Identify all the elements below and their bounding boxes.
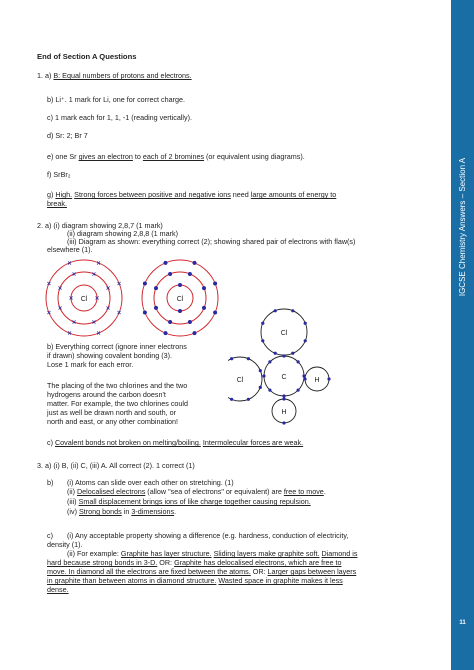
ion2-label: Cl — [176, 296, 184, 303]
q2-b-7: just as well be drawn north and south, or — [47, 408, 177, 417]
q2-b-3: Lose 1 mark for each error. — [47, 360, 134, 369]
electron-dot — [143, 282, 147, 286]
electron-cross: × — [94, 295, 100, 303]
q2-a-i: 2. a) (i) diagram showing 2,8,7 (1 mark) — [37, 221, 163, 230]
electron-dot — [143, 311, 147, 315]
q2-b-4: The placing of the two chlorines and the two — [47, 381, 188, 390]
q2-a-ii: (ii) diagram showing 2,8,8 (1 mark) — [67, 229, 179, 238]
electron-dot — [327, 377, 330, 380]
q1-f: f) SrBr₂ — [47, 170, 71, 179]
q3-b-iii: (iii) Small displacement brings ions of like charge together causing repulsion. — [67, 497, 311, 506]
q1-g-cont: break. — [47, 199, 67, 208]
mol-cl-left: Cl — [236, 377, 244, 384]
electron-dot — [291, 309, 294, 312]
electron-dot — [154, 286, 158, 290]
mol-c: C — [281, 374, 287, 381]
electron-dot — [303, 377, 306, 380]
electron-cross: × — [72, 271, 77, 279]
electron-cross: × — [91, 271, 96, 279]
q3-c-6: in graphite than between atoms in diamond structure. Wasted space in graphite makes it less — [47, 576, 343, 585]
electron-cross: × — [46, 281, 51, 288]
electron-dot — [213, 282, 217, 286]
electron-cross: × — [105, 285, 111, 293]
q2-b-6: matter. For example, the two chlorines could — [47, 399, 189, 408]
electron-dot — [188, 320, 192, 324]
section-heading: End of Section A Questions — [37, 52, 137, 61]
electron-dot — [230, 398, 233, 401]
sidebar-title: IGCSE Chemistry Answers – Section A — [458, 157, 467, 297]
q3-c-5: move. In diamond all the electrons are fixed between the atoms. OR: Larger gaps between layers — [47, 567, 357, 576]
electron-cross: × — [46, 310, 51, 317]
electron-dot — [304, 322, 307, 325]
q1-a: 1. a) B: Equal numbers of protons and electrons. — [37, 71, 192, 80]
q3-a: 3. a) (i) B, (ii) C, (iii) A. All correct (2). 1 correct (1) — [37, 461, 195, 470]
electron-cross: × — [96, 260, 101, 268]
electron-dot — [178, 283, 182, 287]
q3-c-2: density (1). — [47, 540, 83, 549]
mol-h-right: H — [314, 377, 320, 384]
electron-dot — [164, 261, 168, 265]
electron-dot — [188, 272, 192, 276]
electron-dot — [282, 354, 285, 357]
electron-cross: × — [67, 330, 72, 338]
q3-c-1: (i) Any acceptable property showing a difference (e.g. hardness, conduction of electricity, — [67, 531, 349, 540]
electron-cross: × — [68, 295, 74, 303]
electron-dot — [274, 309, 277, 312]
electron-dot — [261, 322, 264, 325]
electron-dot — [164, 331, 168, 335]
electron-dot — [297, 360, 300, 363]
q1-c: c) 1 mark each for 1, 1, -1 (reading vertically). — [47, 113, 192, 122]
electron-dot — [193, 331, 197, 335]
electron-dot — [213, 311, 217, 315]
q2-b-2: if drawn) showing covalent bonding (3). — [47, 351, 173, 360]
section-sidebar — [451, 0, 474, 670]
electron-dot — [259, 386, 262, 389]
electron-dot — [282, 397, 285, 400]
q3-c-4: hard because strong bonds in 3-D. OR: Graphite has delocalised electrons, which are free to — [47, 558, 342, 567]
chloride-ions-diagram — [40, 256, 220, 342]
electron-dot — [268, 389, 271, 392]
electron-dot — [262, 374, 265, 377]
q3-c-7: dense. — [47, 585, 69, 594]
page-number: 11 — [459, 620, 466, 626]
mol-cl-top: Cl — [280, 330, 288, 337]
electron-dot — [247, 357, 250, 360]
q2-a-iii-cont: elsewhere (1). — [47, 245, 93, 254]
q3-b-iv: (iv) Strong bonds in 3-dimensions. — [67, 507, 177, 516]
electron-dot — [268, 360, 271, 363]
q1-d: d) Sr: 2; Br 7 — [47, 131, 88, 140]
electron-dot — [291, 352, 294, 355]
q3-b-label: b) — [47, 478, 54, 487]
dichloromethane-diagram — [228, 300, 340, 430]
electron-cross: × — [117, 310, 122, 317]
q3-c-label: c) — [47, 531, 53, 540]
electron-dot — [193, 261, 197, 265]
q1-e: e) one Sr gives an electron to each of 2 bromines (or equivalent using diagrams). — [47, 152, 305, 161]
q2-c: c) Covalent bonds not broken on melting/boiling. Intermolecular forces are weak. — [47, 438, 304, 447]
q3-c-3: (ii) For example: Graphite has layer structure. Sliding layers make graphite soft. Diamond is — [67, 549, 358, 558]
electron-dot — [282, 421, 285, 424]
electron-dot — [247, 398, 250, 401]
electron-cross: × — [96, 330, 101, 338]
electron-dot — [274, 352, 277, 355]
q2-b-8: north and east, or any other combination! — [47, 417, 179, 426]
q2-a-iii: (iii) Diagram as shown: everything correct (2); showing shared pair of electrons with flaw(s) — [67, 237, 356, 246]
electron-dot — [261, 339, 264, 342]
electron-dot — [178, 309, 182, 313]
electron-dot — [202, 286, 206, 290]
electron-dot — [259, 369, 262, 372]
q1-b: b) Li⁺. 1 mark for Li, one for correct charge. — [47, 95, 186, 104]
q3-b-i: (i) Atoms can slide over each other on stretching. (1) — [67, 478, 234, 487]
electron-cross: × — [57, 305, 63, 313]
electron-dot — [154, 306, 158, 310]
electron-cross: × — [72, 319, 77, 327]
electron-dot — [282, 394, 285, 397]
electron-cross: × — [91, 319, 96, 327]
electron-dot — [302, 374, 305, 377]
electron-dot — [202, 306, 206, 310]
electron-dot — [168, 320, 172, 324]
q2-b-5: hydrogens around the carbon doesn't — [47, 390, 166, 399]
electron-dot — [168, 272, 172, 276]
q2-b-1: b) Everything correct (ignore inner electrons — [47, 342, 187, 351]
mol-h-bottom: H — [281, 409, 287, 416]
q1-g: g) High. Strong forces between positive and negative ions need large amounts of energy to — [47, 190, 337, 199]
q3-b-ii: (ii) Delocalised electrons (allow "sea of electrons" or equivalent) are free to move. — [67, 487, 326, 496]
electron-dot — [230, 357, 233, 360]
electron-cross: × — [67, 260, 72, 268]
electron-dot — [297, 389, 300, 392]
electron-dot — [304, 339, 307, 342]
electron-cross: × — [117, 281, 122, 288]
electron-cross: × — [57, 285, 63, 293]
ion1-label: Cl — [80, 296, 88, 303]
electron-cross: × — [105, 305, 111, 313]
